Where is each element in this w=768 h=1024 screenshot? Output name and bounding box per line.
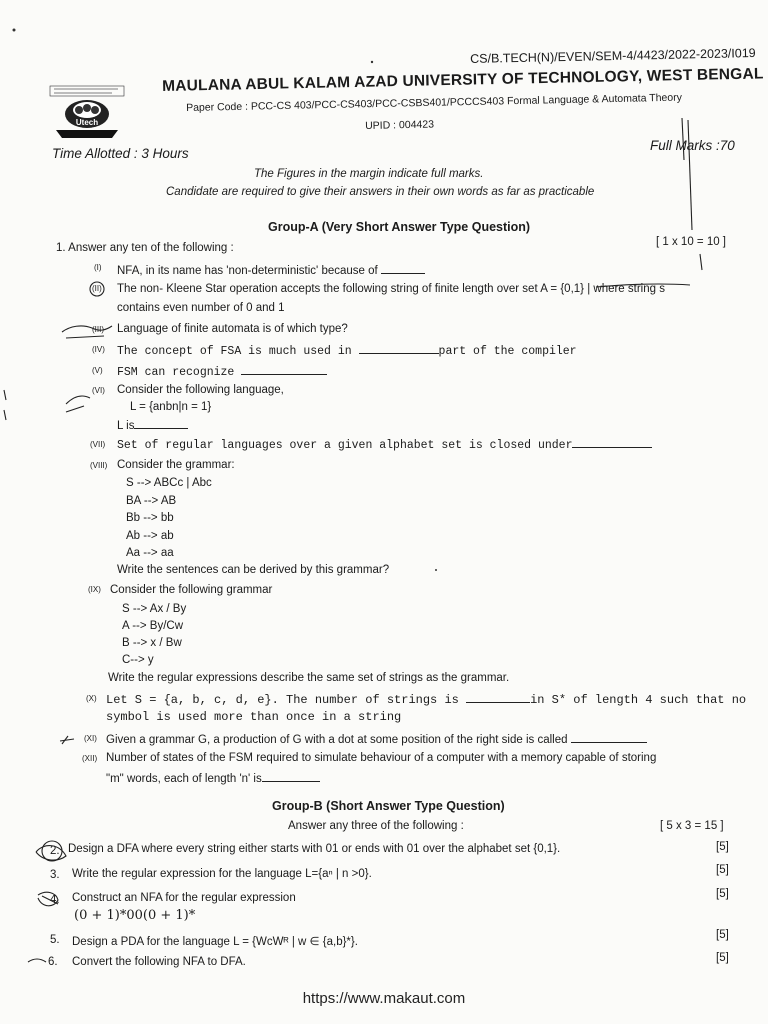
- full-marks: Full Marks :70: [650, 138, 735, 153]
- time-allotted: Time Allotted : 3 Hours: [52, 146, 189, 161]
- group-a-instruction: 1. Answer any ten of the following :: [56, 242, 234, 254]
- note-own-words: Candidate are required to give their answers in their own words as far as practicable: [166, 186, 595, 198]
- question-number: 2.: [50, 845, 60, 857]
- group-a-marks: [ 1 x 10 = 10 ]: [656, 236, 727, 248]
- question-text: Construct an NFA for the regular expression: [72, 892, 296, 904]
- question-text: L is: [117, 418, 188, 432]
- question-text: Given a grammar G, a production of G with a dot at some position of the right side is called: [106, 732, 647, 746]
- question-text: Consider the grammar:: [117, 459, 235, 471]
- svg-text:Utech: Utech: [75, 118, 99, 127]
- question-number: (VIII): [90, 461, 108, 470]
- question-text: Consider the following language,: [117, 384, 284, 396]
- question-marks: [5]: [716, 929, 729, 941]
- group-b-instruction: Answer any three of the following :: [288, 820, 464, 832]
- question-text: "m" words, each of length 'n' is: [106, 771, 320, 785]
- question-text: Language of finite automata is of which type?: [117, 323, 348, 335]
- upid: UPID : 004423: [365, 118, 435, 132]
- question-text: Number of states of the FSM required to simulate behaviour of a computer with a memory capable of storing: [106, 752, 657, 764]
- note-marks: The Figures in the margin indicate full marks.: [254, 168, 484, 180]
- grammar-rule: C--> y: [122, 654, 154, 666]
- question-text: Set of regular languages over a given alphabet set is closed under: [117, 437, 652, 452]
- question-text: Let S = {a, b, c, d, e}. The number of strings is in S* of length 4 such that no: [106, 693, 747, 707]
- question-text: NFA, in its name has 'non-deterministic' because of: [117, 263, 425, 277]
- question-text: contains even number of 0 and 1: [117, 302, 285, 314]
- grammar-rule: A --> By/Cw: [122, 620, 184, 632]
- question-number: (III): [92, 325, 104, 334]
- grammar-rule: S --> ABCc | Abc: [126, 477, 212, 489]
- grammar-rule: Aa --> aa: [126, 547, 174, 559]
- question-text: Design a DFA where every string either starts with 01 or ends with 01 over the alphabet set {0,1}.: [68, 843, 561, 855]
- university-name: MAULANA ABUL KALAM AZAD UNIVERSITY OF TECHNOLOGY, WEST BENGAL: [162, 65, 764, 95]
- footer-url[interactable]: https://www.makaut.com: [302, 990, 466, 1007]
- grammar-rule: Ab --> ab: [126, 530, 174, 542]
- question-text: L = {anbn|n = 1}: [130, 401, 212, 413]
- question-number: (VI): [92, 386, 105, 395]
- university-logo: [48, 84, 126, 140]
- question-number: (IV): [92, 345, 105, 354]
- grammar-rule: S --> Ax / By: [122, 603, 187, 615]
- group-a-title: Group-A (Very Short Answer Type Question): [268, 220, 531, 234]
- question-number: (V): [92, 366, 103, 375]
- question-number: (I): [94, 263, 102, 272]
- grammar-rule: Bb --> bb: [126, 512, 174, 524]
- grammar-rule: B --> x / Bw: [122, 637, 182, 649]
- question-text: Write the sentences can be derived by this grammar?: [117, 564, 390, 576]
- question-number: (X): [86, 694, 97, 703]
- question-number: (VII): [90, 440, 106, 449]
- paper-reference: CS/B.TECH(N)/EVEN/SEM-4/4423/2022-2023/I019: [470, 46, 756, 66]
- question-number: (XII): [82, 754, 98, 763]
- question-marks: [5]: [716, 952, 729, 964]
- question-number: (IX): [88, 585, 101, 594]
- question-marks: [5]: [716, 888, 729, 900]
- question-text: symbol is used more than once in a string: [106, 710, 402, 724]
- question-number: 3.: [50, 869, 60, 881]
- question-number: 5.: [50, 934, 60, 946]
- question-number: 6.: [48, 956, 58, 968]
- regex-expression: (0 + 1)*00(0 + 1)*: [74, 908, 196, 923]
- question-text: Convert the following NFA to DFA.: [72, 956, 246, 968]
- paper-code: Paper Code : PCC-CS 403/PCC-CS403/PCC-CSBS401/PCCCS403 Formal Language & Automata Theory: [186, 91, 683, 114]
- group-b-title: Group-B (Short Answer Type Question): [272, 799, 505, 813]
- question-text: The concept of FSA is much used in part of the compiler: [117, 345, 577, 358]
- question-marks: [5]: [716, 841, 729, 853]
- question-number: 4.: [50, 894, 60, 906]
- question-text: The non- Kleene Star operation accepts the following string of finite length over set A = {0,1} | where string s: [117, 283, 665, 295]
- question-text: Write the regular expression for the language L={aⁿ | n >0}.: [72, 868, 372, 880]
- question-text: Design a PDA for the language L = {WcWᴿ | w ∈ {a,b}*}.: [72, 936, 358, 948]
- question-marks: [5]: [716, 864, 729, 876]
- question-text: FSM can recognize: [117, 364, 327, 379]
- grammar-rule: BA --> AB: [126, 495, 177, 507]
- question-number: (II): [92, 284, 102, 293]
- question-text: Consider the following grammar: [110, 584, 273, 596]
- group-b-marks: [ 5 x 3 = 15 ]: [660, 820, 724, 832]
- question-text: Write the regular expressions describe the same set of strings as the grammar.: [108, 672, 510, 684]
- question-number: (XI): [84, 734, 97, 743]
